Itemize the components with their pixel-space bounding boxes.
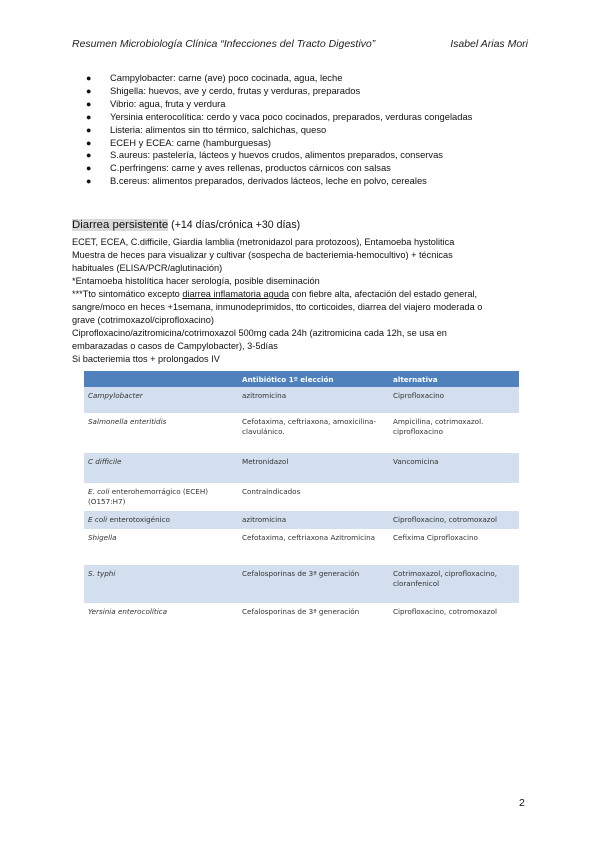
table-row (84, 453, 519, 483)
table-header-cell: Antibiótico 1º elección (238, 371, 389, 387)
bullet-icon: ● (86, 137, 92, 148)
section-subtitle: (+14 días/crónica +30 días) (168, 219, 301, 231)
section-body (72, 236, 534, 366)
table-row (84, 413, 519, 453)
section-heading (72, 219, 300, 231)
alternative-cell: Ciprofloxacino, cotromoxazol (389, 511, 519, 529)
organism-cell: Campylobacter (84, 387, 238, 413)
table-header-cell (84, 371, 238, 387)
paragraph: sangre/moco en heces +1semana, inmunodeprimidos, tto corticoides, diarrea del viajero moderada o (72, 302, 483, 312)
page-header (72, 38, 528, 52)
table-row (84, 565, 519, 603)
bullet-icon: ● (86, 98, 92, 109)
list-item: ● B.cereus: alimentos preparados, derivados lácteos, leche en polvo, cereales (86, 175, 427, 187)
paragraph: *Entamoeba histolítica hacer serología, posible diseminación (72, 276, 320, 286)
first-choice-cell: Cefalosporinas de 3ª generación (238, 565, 389, 603)
alternative-cell (389, 483, 519, 511)
first-choice-cell: Cefotaxima, ceftriaxona, amoxicilina-clavulánico. (238, 413, 389, 453)
list-item: ● Vibrio: agua, fruta y verdura (86, 97, 226, 109)
table-row (84, 483, 519, 511)
alternative-cell: Ampicilina, cotrimoxazol. ciprofloxacino (389, 413, 519, 453)
list-item: ● Shigella: huevos, ave y cerdo, frutas y verduras, preparados (86, 84, 361, 96)
first-choice-cell: Metronidazol (238, 453, 389, 483)
table-row (84, 529, 519, 565)
first-choice-cell: azitromicina (238, 387, 389, 413)
first-choice-cell: azitromicina (238, 511, 389, 529)
organism-cell: S. typhi (84, 565, 238, 603)
antibiotic-table (84, 371, 519, 629)
organism-cell: E coli enterotoxigénico (84, 511, 238, 529)
list-item: ● Campylobacter: carne (ave) poco cocinada, agua, leche (86, 72, 343, 83)
list-item: ● S.aureus: pastelería, lácteos y huevos crudos, alimentos preparados, conservas (86, 149, 443, 161)
list-item: ● ECEH y ECEA: carne (hamburguesas) (86, 136, 272, 148)
alternative-cell: Cotrimoxazol, ciprofloxacino, cloranfenicol (389, 565, 519, 603)
bullet-icon: ● (86, 163, 92, 174)
table-row (84, 603, 519, 629)
organism-cell: Yersinia enterocolítica (84, 603, 238, 629)
page-number: 2 (519, 797, 525, 809)
bullet-icon: ● (86, 176, 92, 187)
first-choice-cell: Cefotaxima, ceftriaxona Azitromicina (238, 529, 389, 565)
organism-cell: Salmonella enteritidis (84, 413, 238, 453)
paragraph: ECET, ECEA, C.difficile, Giardia lamblia (metronidazol para protozoos), Entamoeba hystolitica (72, 237, 455, 247)
list-item: ● Yersinia enterocolítica: cerdo y vaca poco cocinados, preparados, verduras congeladas (86, 110, 473, 122)
paragraph: embarazadas o casos de Campylobacter), 3-5días (72, 341, 278, 351)
bullet-icon: ● (86, 73, 92, 83)
bullet-icon: ● (86, 150, 92, 161)
section-title-highlight: Diarrea persistente (72, 219, 169, 231)
list-item: ● C.perfringens: carne y aves rellenas, productos cárnicos con salsas (86, 162, 391, 174)
bullet-icon: ● (86, 111, 92, 122)
organism-cell: E. coli enterohemorrágico (ECEH) (O157:H7) (84, 483, 238, 511)
alternative-cell: Ciprofloxacino, cotromoxazol (389, 603, 519, 629)
header-document-title: Resumen Microbiología Clínica “Infecciones del Tracto Digestivo” (72, 38, 376, 50)
underlined-term: diarrea inflamatoria aguda (182, 289, 290, 299)
table-header-row (84, 371, 519, 387)
bullet-icon: ● (86, 85, 92, 96)
header-author: Isabel Arias Mori (450, 38, 528, 50)
table-header-cell: alternativa (389, 371, 519, 387)
list-item: ● Listeria: alimentos sin tto térmico, salchichas, queso (86, 123, 327, 135)
organism-cell: C difficile (84, 453, 238, 483)
first-choice-cell: Cefalosporinas de 3ª generación (238, 603, 389, 629)
paragraph: grave (cotrimoxazol/ciprofloxacino) (72, 315, 214, 325)
paragraph: Muestra de heces para visualizar y cultivar (sospecha de bacteriemia-hemocultivo) + técnicas (72, 250, 453, 260)
organism-cell: Shigella (84, 529, 238, 565)
paragraph: Si bacteriemia ttos + prolongados IV (72, 354, 220, 364)
table-row (84, 387, 519, 413)
paragraph: habituales (ELISA/PCR/aglutinación) (72, 263, 223, 273)
alternative-cell: Ciprofloxacino (389, 387, 519, 413)
food-source-list (86, 72, 472, 188)
alternative-cell: Vancomicina (389, 453, 519, 483)
paragraph: ***Tto sintomático excepto diarrea inflamatoria aguda con fiebre alta, afectación del estado general, (72, 289, 478, 299)
table-row (84, 511, 519, 529)
bullet-icon: ● (86, 124, 92, 135)
first-choice-cell: Contraindicados (238, 483, 389, 511)
alternative-cell: Cefixima Ciprofloxacino (389, 529, 519, 565)
paragraph: Ciprofloxacino/azitromicina/cotrimoxazol 500mg cada 24h (azitromicina cada 12h, se usa en (72, 328, 447, 338)
